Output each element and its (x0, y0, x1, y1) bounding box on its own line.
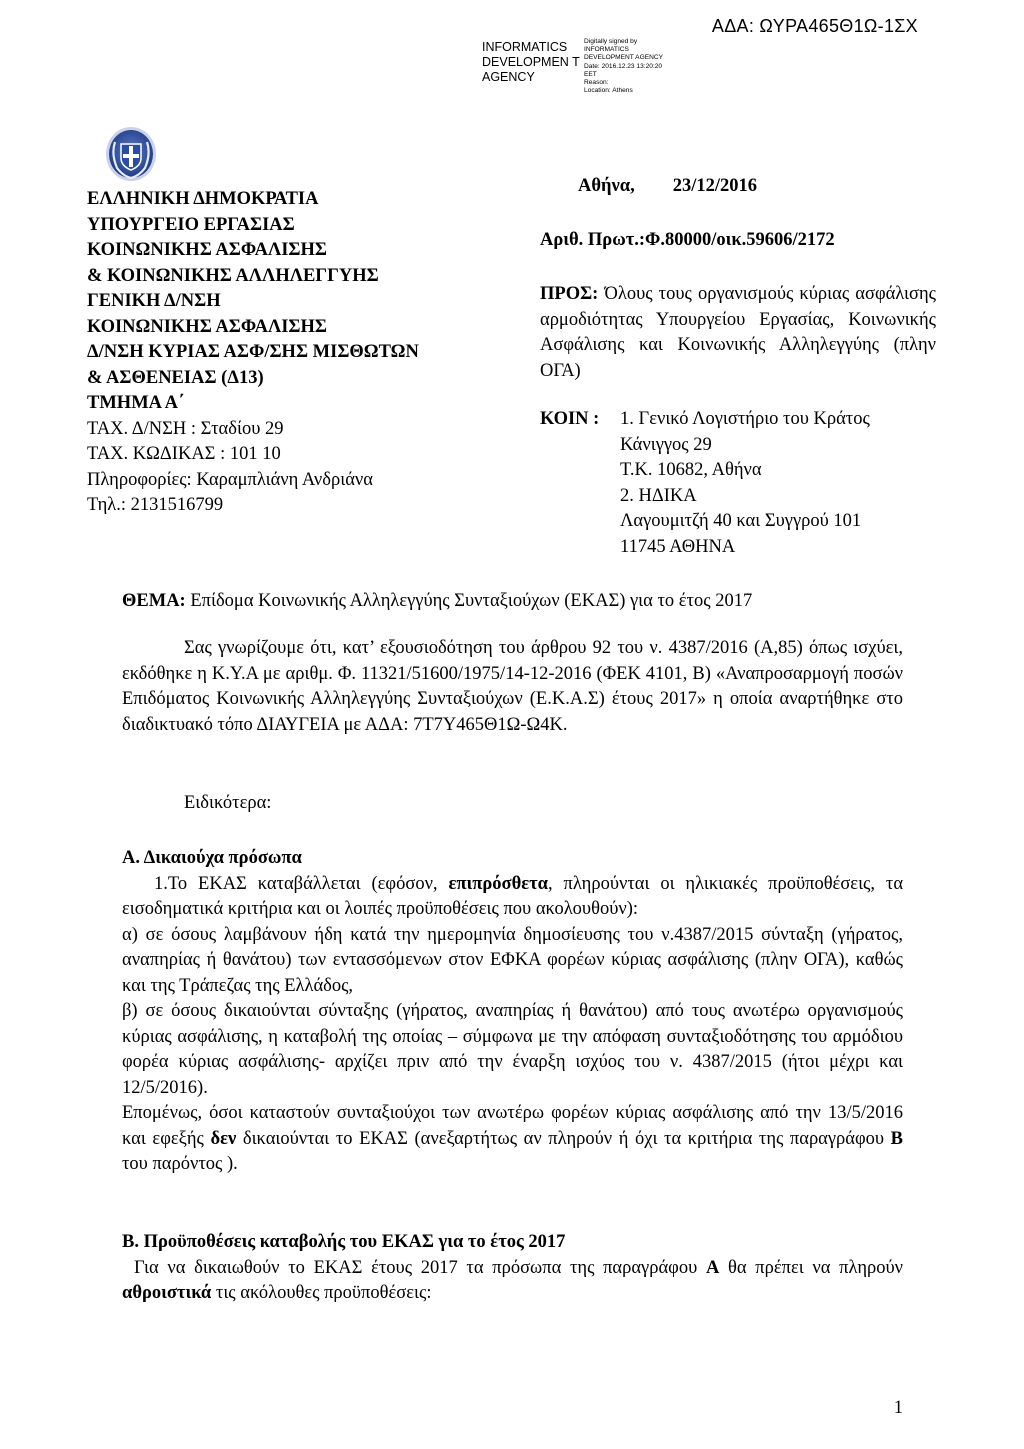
recipients-block (540, 282, 936, 384)
text-run: 1.Το ΕΚΑΣ καταβάλλεται (εφόσον, (154, 873, 449, 894)
signature-detail-line: INFORMATICS (584, 46, 629, 54)
page-number: 1 (893, 1398, 903, 1418)
sender-line: ΥΠΟΥΡΓΕΙΟ ΕΡΓΑΣΙΑΣ (87, 214, 295, 235)
section-b-heading: Β. Προϋποθέσεις καταβολής του ΕΚΑΣ για το έτος 2017 (122, 1232, 566, 1252)
protocol-number: Αριθ. Πρωτ.:Φ.80000/οικ.59606/2172 (540, 230, 835, 250)
section-a (122, 846, 903, 1178)
document-date: 23/12/2016 (672, 176, 758, 196)
section-a-paragraph-1 (122, 872, 903, 923)
place: Αθήνα, (578, 176, 635, 196)
section-b-paragraph (122, 1256, 903, 1307)
cc-line: Τ.Κ. 10682, Αθήνα (620, 460, 762, 480)
text-run: τις ακόλουθες προϋποθέσεις: (211, 1283, 432, 1303)
greek-emblem-icon (105, 126, 157, 182)
sender-line: ΤΜΗΜΑ Α΄ (87, 393, 185, 413)
cc-block (540, 407, 936, 560)
text-run: δικαιούνται το ΕΚΑΣ (ανεξαρτήτως αν πληρούν ή όχι τα κριτήρια της παραγράφου (236, 1128, 891, 1149)
sender-line: Δ/ΝΣΗ ΚΥΡΙΑΣ ΑΣΦ/ΣΗΣ ΜΙΣΘΩΤΩΝ (87, 342, 419, 362)
sender-postal-code-line: ΤΑΧ. ΚΩΔΙΚΑΣ : 101 10 (87, 444, 281, 464)
sender-line: & ΑΣΘΕΝΕΙΑΣ (Δ13) (87, 367, 264, 388)
sender-address-line: ΤΑΧ. Δ/ΝΣΗ : Σταδίου 29 (87, 418, 284, 439)
cc-line: 2. ΗΔΙΚΑ (620, 485, 697, 506)
subject-label: ΘΕΜΑ: (122, 591, 186, 611)
text-run: Για να δικαιωθούν το ΕΚΑΣ έτους 2017 τα πρόσωπα της παραγράφου (134, 1257, 706, 1278)
text-run: θα πρέπει να πληρούν (719, 1257, 903, 1278)
signature-detail-line: EET (584, 70, 597, 78)
digital-signature-signer: INFORMATICS DEVELOPMEN T AGENCY (482, 40, 580, 84)
cc-label: ΚΟΙΝ : (540, 409, 600, 429)
recipients-text: Όλους τους οργανισμούς κύριας ασφάλισης αρμοδιότητας Υπουργείου Εργασίας, Κοινωνικής Ασφάλισης και Κοινωνικής Αλληλεγγύης (πλην ΟΓΑ) (540, 284, 937, 381)
sender-contact-line: Πληροφορίες: Καραμπλιάνη Ανδριάνα (87, 469, 373, 490)
recipients-label: ΠΡΟΣ: (540, 284, 599, 304)
signature-detail-line: DEVELOPMENT AGENCY (584, 54, 664, 62)
sender-line: ΕΛΛΗΝΙΚΗ ΔΗΜΟΚΡΑΤΙΑ (87, 189, 319, 209)
sender-line: ΚΟΙΝΩΝΙΚΗΣ ΑΣΦΑΛΙΣΗΣ (87, 240, 327, 260)
specifically-paragraph: Ειδικότερα: (184, 793, 272, 813)
section-a-item-a: α) σε όσους λαμβάνουν ήδη κατά την ημερομηνία δημοσίευσης του ν.4387/2015 σύνταξη (γήρατος, αναπηρίας ή θανάτου) των εντασσόμενων στον ΕΦΚΑ φορέων κύριας ασφάλισης (πλην ΟΓΑ), καθώς και της Τράπεζας της Ελλάδος, (122, 924, 903, 996)
cc-line: Λαγουμιτζή 40 και Συγγρού 101 (620, 511, 862, 531)
text-run: , πληρούνται οι ηλικιακές προϋποθέσεις, τα εισοδηματικά κριτήρια και οι λοιπές προϋποθέσεις που ακολουθούν): (122, 873, 904, 919)
ada-code: ΑΔΑ: ΩΥΡΑ465Θ1Ω-1ΣΧ (711, 16, 918, 36)
text-run: του παρόντος ). (122, 1154, 238, 1174)
signature-detail-line: Location: Athens (584, 87, 633, 95)
cc-line: 11745 ΑΘΗΝΑ (620, 536, 736, 557)
emphasis-text: Α (705, 1257, 720, 1278)
signature-detail-line: Digitally signed by (584, 38, 638, 45)
sender-phone-line: Τηλ.: 2131516799 (87, 495, 224, 515)
sender-block (87, 187, 507, 519)
emphasis-text: δεν (210, 1128, 237, 1149)
subject-line (122, 589, 903, 615)
sender-line: ΓΕΝΙΚΗ Δ/ΝΣΗ (87, 291, 221, 311)
digital-signature-details (584, 38, 704, 95)
subject-text: Επίδομα Κοινωνικής Αλληλεγγύης Συνταξιούχων (ΕΚΑΣ) για το έτος 2017 (190, 591, 753, 611)
emphasis-text: αθροιστικά (122, 1283, 212, 1303)
text-run: Επομένως, όσοι καταστούν συνταξιούχοι των ανωτέρω φορέων κύριας ασφάλισης από την 13/5/2016 και εφεξής (122, 1103, 903, 1149)
sender-line: & ΚΟΙΝΩΝΙΚΗΣ ΑΛΛΗΛΕΓΓΥΗΣ (87, 265, 379, 286)
emphasis-text: επιπρόσθετα (448, 873, 548, 894)
section-b (122, 1230, 903, 1307)
signature-detail-line: Date: 2016.12.23 13:20:20 (584, 62, 663, 70)
section-a-heading: Α. Δικαιούχα πρόσωπα (122, 848, 302, 868)
signature-detail-line: Reason: (584, 79, 609, 87)
intro-paragraph: Σας γνωρίζουμε ότι, κατ’ εξουσιοδότηση του άρθρου 92 του ν. 4387/2016 (Α,85) όπως ισχύει, εκδόθηκε η Κ.Υ.Α με αριθμ. Φ. 11321/51600/1975/14-12-2016 (ΦΕΚ 4101, Β) «Αναπροσαρμογή ποσών Επιδόματος Κοινωνικής Αλληλεγγύης Συνταξιούχων (Ε.Κ.Α.Σ) έτους 2017» η οποία αναρτήθηκε στο διαδικτυακό τόπο ΔΙΑΥΓΕΙΑ με ΑΔΑ: 7Τ7Υ465Θ1Ω-Ω4Κ. (122, 638, 903, 735)
cc-line: Κάνιγγος 29 (620, 434, 712, 455)
emphasis-text: Β (890, 1128, 903, 1149)
cc-line: 1. Γενικό Λογιστήριο του Κράτος (620, 409, 870, 429)
place-date (578, 176, 757, 197)
section-a-paragraph-2 (122, 1101, 903, 1178)
section-a-item-b: β) σε όσους δικαιούνται σύνταξης (γήρατος, αναπηρίας ή θανάτου) από τους ανωτέρω οργανισμούς κύριας ασφάλισης, η καταβολή της οποίας – σύμφωνα με την απόφαση συνταξιοδότησης του αρμόδιου φορέα κύριας ασφάλισης- αρχίζει πριν από την έναρξη ισχύος του ν. 4387/2015 (ήτοι μέχρι και 12/5/2016). (122, 1001, 903, 1098)
sender-line: ΚΟΙΝΩΝΙΚΗΣ ΑΣΦΑΛΙΣΗΣ (87, 316, 327, 337)
